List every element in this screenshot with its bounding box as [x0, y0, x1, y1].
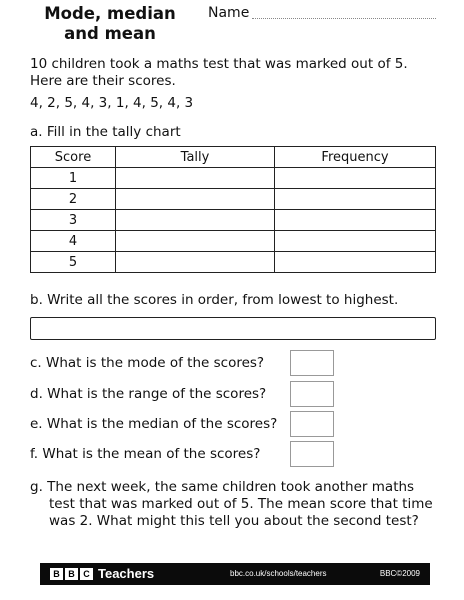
mean-answer-box[interactable] — [290, 441, 334, 467]
header-score: Score — [31, 147, 116, 168]
intro-text — [30, 56, 430, 90]
question-e: e. What is the median of the scores? — [30, 416, 278, 432]
score-cell: 3 — [31, 210, 116, 231]
question-f: f. What is the mean of the scores? — [30, 446, 261, 462]
worksheet-title — [30, 4, 190, 44]
tally-header-row — [31, 147, 436, 168]
question-g — [30, 479, 440, 530]
tally-cell[interactable] — [116, 189, 275, 210]
tally-chart — [30, 146, 436, 273]
score-cell: 1 — [31, 168, 116, 189]
question-a: a. Fill in the tally chart — [30, 124, 181, 140]
frequency-cell[interactable] — [275, 189, 436, 210]
question-b: b. Write all the scores in order, from lowest to highest. — [30, 292, 399, 308]
scores-order-answer-box[interactable] — [30, 317, 436, 340]
table-row — [31, 231, 436, 252]
question-g-line-3: was 2. What might this tell you about the second test? — [49, 513, 419, 529]
intro-line-1: 10 children took a maths test that was marked out of 5. — [30, 56, 408, 72]
name-field[interactable] — [252, 18, 436, 19]
table-row — [31, 252, 436, 273]
frequency-cell[interactable] — [275, 168, 436, 189]
table-row — [31, 210, 436, 231]
header-tally: Tally — [116, 147, 275, 168]
logo-block: B — [50, 568, 63, 580]
footer-bar — [40, 563, 430, 585]
logo-block: B — [65, 568, 78, 580]
header-frequency: Frequency — [275, 147, 436, 168]
range-answer-box[interactable] — [290, 381, 334, 407]
footer-url[interactable]: bbc.co.uk/schools/teachers — [230, 569, 327, 578]
score-cell: 2 — [31, 189, 116, 210]
logo-block: C — [80, 568, 93, 580]
footer-brand: Teachers — [98, 566, 155, 581]
question-d: d. What is the range of the scores? — [30, 386, 267, 402]
title-line-2: and mean — [64, 24, 156, 43]
footer-copyright: BBC©2009 — [379, 569, 420, 578]
tally-cell[interactable] — [116, 168, 275, 189]
table-row — [31, 189, 436, 210]
table-row — [31, 168, 436, 189]
mode-answer-box[interactable] — [290, 350, 334, 376]
score-cell: 4 — [31, 231, 116, 252]
frequency-cell[interactable] — [275, 252, 436, 273]
question-c: c. What is the mode of the scores? — [30, 355, 265, 371]
frequency-cell[interactable] — [275, 210, 436, 231]
score-cell: 5 — [31, 252, 116, 273]
bbc-logo — [50, 568, 93, 580]
intro-line-2: Here are their scores. — [30, 73, 176, 89]
title-line-1: Mode, median — [44, 4, 176, 23]
name-label: Name — [208, 5, 250, 21]
median-answer-box[interactable] — [290, 411, 334, 437]
scores-list: 4, 2, 5, 4, 3, 1, 4, 5, 4, 3 — [30, 95, 194, 111]
tally-cell[interactable] — [116, 210, 275, 231]
question-g-line-2: test that was marked out of 5. The mean score that time — [49, 496, 433, 512]
question-g-line-1: g. The next week, the same children took another maths — [30, 479, 415, 495]
tally-cell[interactable] — [116, 231, 275, 252]
frequency-cell[interactable] — [275, 231, 436, 252]
tally-cell[interactable] — [116, 252, 275, 273]
